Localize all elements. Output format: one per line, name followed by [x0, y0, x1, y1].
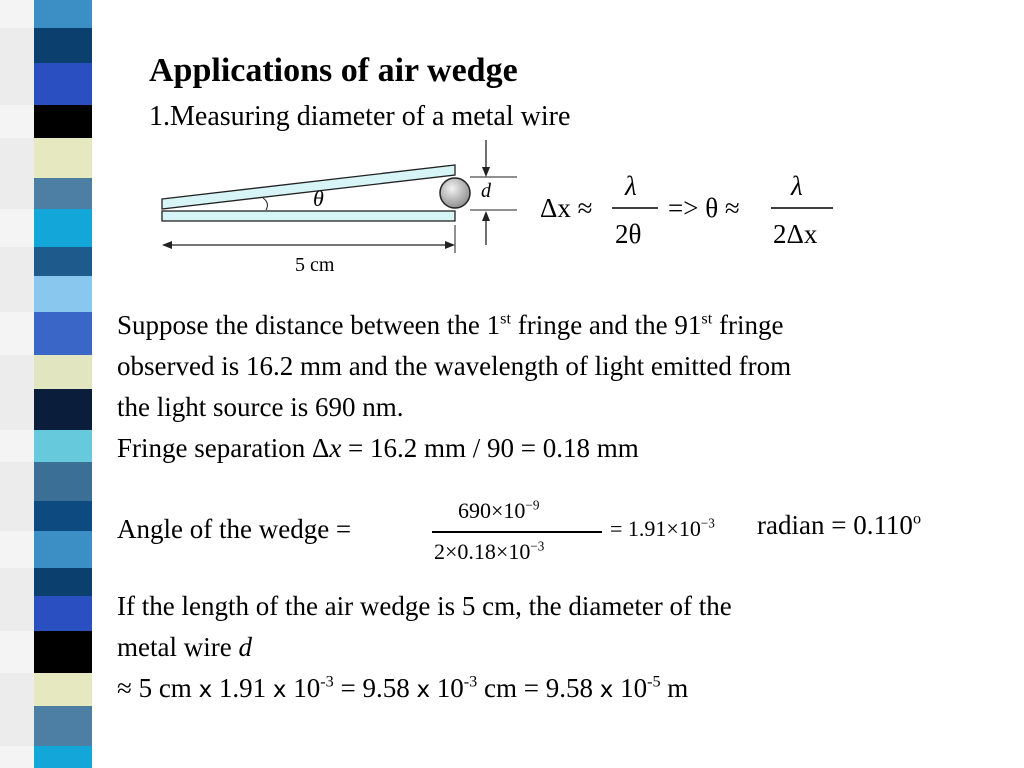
stripe-block [34, 706, 92, 746]
stripe-shadow [0, 673, 34, 706]
stripe-block [34, 138, 92, 178]
eq-num2: λ [791, 171, 803, 201]
theta-label: θ [313, 186, 324, 211]
slide-subtitle: 1.Measuring diameter of a metal wire [149, 101, 571, 132]
eq-den1: 2θ [615, 219, 642, 249]
stripe-shadow [0, 355, 34, 389]
length-label: 5 cm [295, 254, 335, 276]
eq-lhs: Δx ≈ [540, 193, 593, 223]
problem-line-1: Suppose the distance between the 1st fringe and the 91st fringe [117, 309, 784, 340]
stripe-shadow [0, 63, 34, 105]
stripe-block [34, 568, 92, 596]
stripe-block [34, 0, 92, 28]
stripe-shadow [0, 501, 34, 531]
stripe-block [34, 673, 92, 706]
d-label: d [481, 180, 491, 202]
stripe-shadow [0, 430, 34, 462]
stripe-block [34, 430, 92, 462]
stripe-shadow [0, 631, 34, 673]
diameter-result: ≈ 5 cm x 1.91 x $10^{-3} = 9.58$ x $10^{-3}$ cm = 9.58 x $10^{-5}$ m [117, 672, 689, 703]
angle-result: = $1.91\times 10^{-3}$ [610, 515, 715, 541]
stripe-block [34, 501, 92, 531]
eq-den2: 2Δx [773, 219, 818, 249]
stripe-block [34, 209, 92, 247]
eq-mid: => θ ≈ [668, 193, 740, 223]
stripe-block [34, 462, 92, 501]
angle-fraction-bar [432, 531, 602, 533]
stripe-shadow [0, 312, 34, 355]
stripe-block [34, 312, 92, 355]
metal-wire [440, 178, 470, 208]
stripe-block [34, 596, 92, 631]
stripe-block [34, 276, 92, 312]
stripe-block [34, 531, 92, 568]
decorative-stripe [0, 0, 118, 768]
stripe-block [34, 63, 92, 105]
stripe-shadow [0, 596, 34, 631]
conclusion-line-2: metal wire d [117, 632, 252, 662]
angle-denominator: $2\times 0.18\times 10^{-3}$ [434, 538, 545, 564]
conclusion-line-1: If the length of the air wedge is 5 cm, the diameter of the [117, 591, 732, 621]
stripe-shadow [0, 389, 34, 430]
stripe-shadow [0, 462, 34, 501]
stripe-block [34, 389, 92, 430]
stripe-block [34, 247, 92, 276]
stripe-block [34, 105, 92, 138]
fringe-separation: Fringe separation Δx = 16.2 mm / 90 = 0.18 mm [117, 433, 639, 463]
stripe-block [34, 355, 92, 389]
top-plate [162, 165, 455, 209]
angle-numerator: $690\times 10^{-9}$ [458, 497, 540, 523]
air-wedge-diagram [150, 135, 530, 280]
stripe-shadow [0, 138, 34, 178]
problem-line-3: the light source is 690 nm. [117, 392, 404, 422]
stripe-block [34, 746, 92, 768]
stripe-shadow [0, 105, 34, 138]
stripe-shadow [0, 209, 34, 247]
stripe-shadow [0, 746, 34, 768]
stripe-shadow [0, 28, 34, 63]
fringe-equation [535, 165, 855, 255]
stripe-block [34, 28, 92, 63]
stripe-shadow [0, 0, 34, 28]
angle-label: Angle of the wedge = [117, 514, 352, 544]
stripe-block [34, 178, 92, 209]
bottom-plate [162, 211, 455, 221]
stripe-shadow [0, 568, 34, 596]
angle-arc [263, 198, 267, 210]
stripe-shadow [0, 276, 34, 312]
stripe-shadow [0, 247, 34, 276]
stripe-shadow [0, 178, 34, 209]
eq-num1: λ [625, 171, 637, 201]
stripe-shadow [0, 531, 34, 568]
stripe-block [34, 631, 92, 673]
problem-line-2: observed is 16.2 mm and the wavelength of light emitted from [117, 351, 792, 381]
angle-radian: radian = $0.110^o$ [757, 509, 922, 540]
slide-title: Applications of air wedge [149, 52, 518, 89]
stripe-shadow [0, 706, 34, 746]
